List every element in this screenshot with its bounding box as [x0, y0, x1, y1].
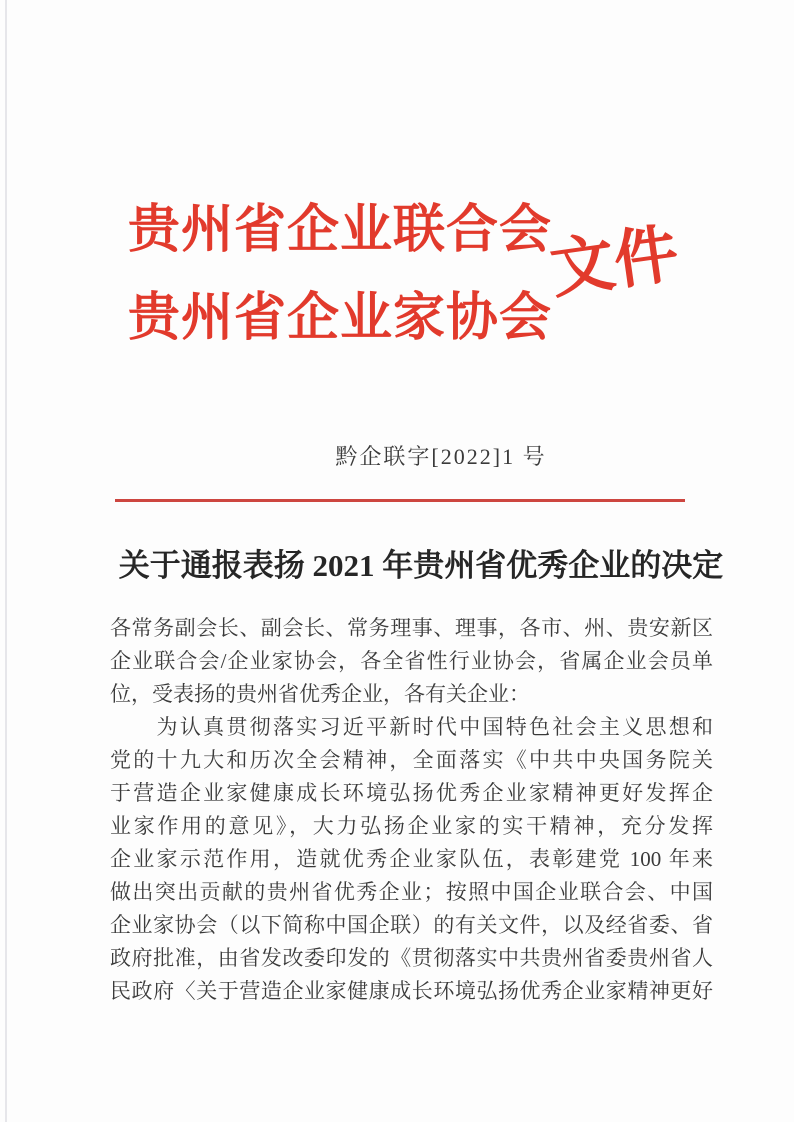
- body-line: 企业联合会/企业家协会，各全省性行业协会，省属企业会员单: [110, 649, 713, 673]
- body-line: 企业家示范作用，造就优秀企业家队伍，表彰建党 100 年来: [110, 847, 713, 871]
- document-number: 黔企联字[2022]1 号: [335, 444, 547, 469]
- body-line: 党的十九大和历次全会精神，全面落实《中共中央国务院关: [110, 748, 713, 772]
- document-title: 关于通报表扬 2021 年贵州省优秀企业的决定: [118, 548, 724, 583]
- body-line: 民政府〈关于营造企业家健康成长环境弘扬优秀企业家精神更好: [110, 979, 713, 1003]
- body-line: 业家作用的意见》，大力弘扬企业家的实干精神，充分发挥: [110, 814, 713, 838]
- body-line: 做出突出贡献的贵州省优秀企业；按照中国企业联合会、中国: [110, 880, 713, 904]
- body-line: 政府批准，由省发改委印发的《贯彻落实中共贵州省委贵州省人: [110, 946, 713, 970]
- letterhead-org-line1: 贵州省企业联合会: [128, 202, 553, 259]
- body-line: 为认真贯彻落实习近平新时代中国特色社会主义思想和: [110, 715, 713, 739]
- body-text: [110, 612, 713, 1008]
- body-line: 位，受表扬的贵州省优秀企业，各有关企业：: [110, 682, 530, 706]
- red-divider-line: [115, 499, 685, 502]
- letterhead-org-line2: 贵州省企业家协会: [128, 290, 553, 347]
- body-line: 各常务副会长、副会长、常务理事、理事，各市、州、贵安新区: [110, 616, 713, 640]
- scan-edge: [5, 0, 7, 1122]
- letterhead-document-word: 文件: [546, 217, 683, 306]
- body-line: 于营造企业家健康成长环境弘扬优秀企业家精神更好发挥企: [110, 781, 713, 805]
- body-line: 企业家协会（以下简称中国企联）的有关文件，以及经省委、省: [110, 913, 713, 937]
